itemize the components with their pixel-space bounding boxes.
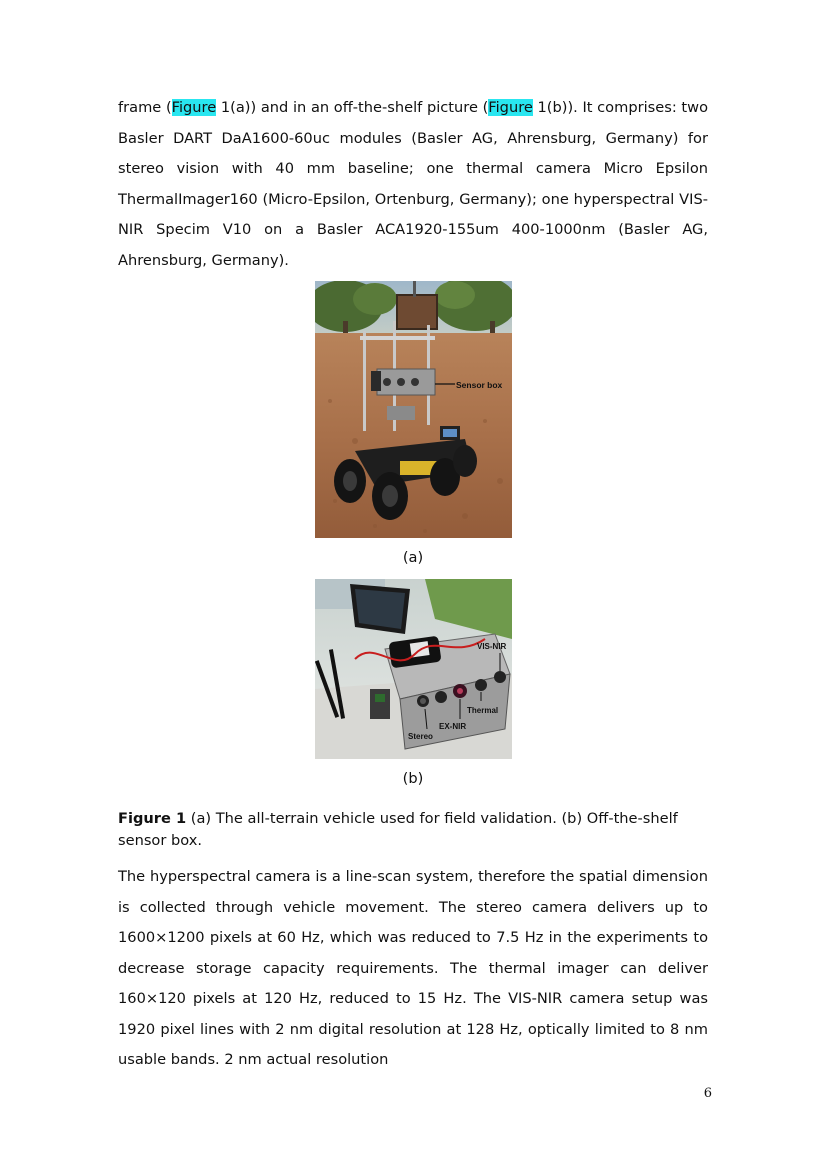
ex-nir-annotation: EX-NIR	[439, 722, 467, 731]
body-paragraph-top	[118, 93, 708, 276]
paragraph-text: frame (	[118, 99, 172, 116]
vis-nir-annotation: VIS-NIR	[477, 642, 507, 651]
figure-caption	[118, 808, 718, 852]
stereo-annotation: Stereo	[408, 732, 433, 741]
vehicle-photo-illustration	[315, 281, 512, 538]
subfigure-label-b: (b)	[402, 770, 424, 787]
sensor-box-photo-illustration	[315, 579, 512, 759]
caption-text: (a) The all-terrain vehicle used for field validation. (b) Off-the-shelf sensor box.	[118, 810, 678, 849]
figure-1b-photo	[315, 579, 512, 759]
paragraph-text: 1(b)). It comprises: two Basler DART DaA1600-60uc modules (Basler AG, Ahrensburg, Germany) for stereo vision with 40 mm baseline; one thermal camera Micro Epsilon ThermalImager160 (Micro-Epsilon, Ortenburg, Germany); one hyperspectral VIS-NIR Specim V10 on a Basler ACA1920-155um 400-1000nm (Basler AG, Ahrensburg, Germany).	[118, 99, 708, 269]
figure-link[interactable]: Figure	[488, 99, 533, 116]
paragraph-text: 1(a)) and in an off-the-shelf picture (	[216, 99, 489, 116]
page-number: 6	[703, 1086, 712, 1101]
figure-link[interactable]: Figure	[171, 99, 217, 116]
sensor-box-annotation: Sensor box	[456, 380, 503, 390]
subfigure-label-a: (a)	[402, 549, 424, 566]
body-paragraph-bottom: The hyperspectral camera is a line-scan system, therefore the spatial dimension is collected through vehicle movement. The stereo camera delivers up to 1600×1200 pixels at 60 Hz, which was reduced to 7.5 Hz in the experiments to decrease storage capacity requirements. The thermal imager can deliver 160×120 pixels at 120 Hz, reduced to 15 Hz. The VIS-NIR camera setup was 1920 pixel lines with 2 nm digital resolution at 128 Hz, optically limited to 8 nm usable bands. 2 nm actual resolution	[118, 868, 708, 1068]
caption-label: Figure 1	[118, 810, 187, 827]
figure-1a-photo	[315, 281, 512, 538]
thermal-annotation: Thermal	[467, 706, 499, 715]
